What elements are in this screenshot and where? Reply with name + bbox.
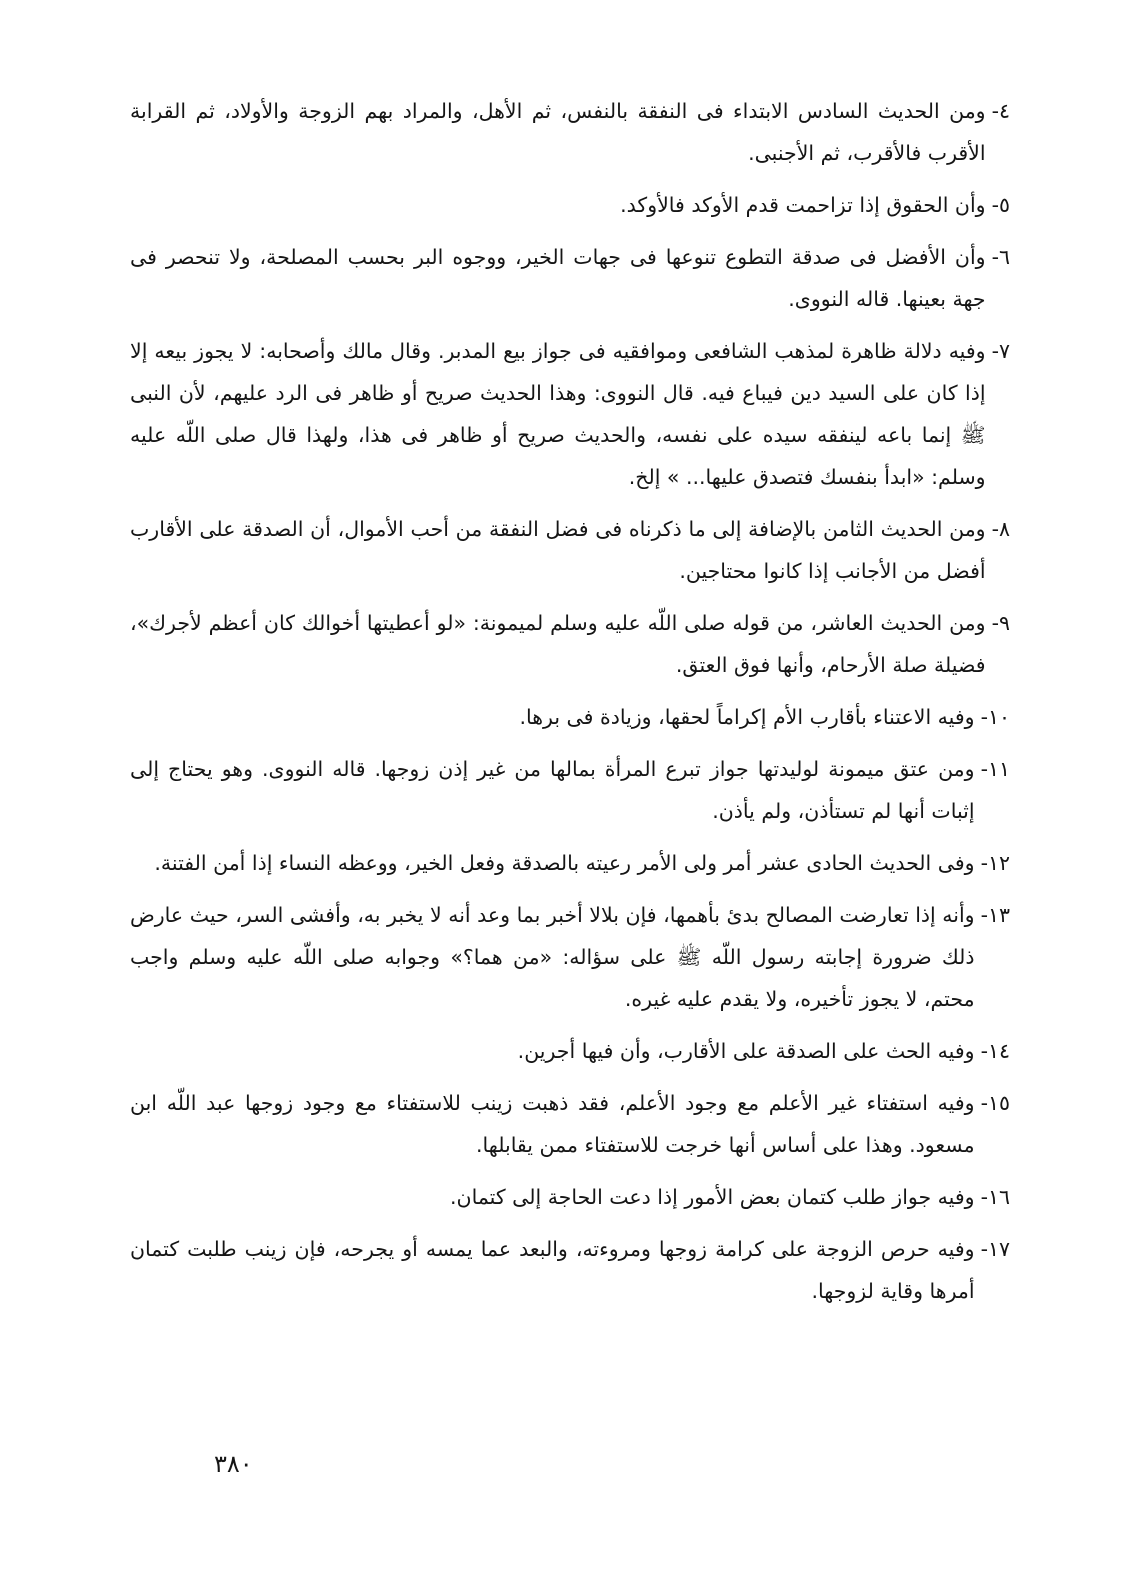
list-item: [130, 748, 1010, 832]
item-number: ٦-: [991, 245, 1010, 269]
item-text: وأنه إذا تعارضت المصالح بدئ بأهمها، فإن بلالا أخبر بما وعد أنه لا يخبر به، وأفشى السر، حيث عارض ذلك ضرورة إجابته رسول اللّه ﷺ على سؤاله: «من هما؟» وجوابه صلى اللّه عليه وسلم واجب محتم، لا يجوز تأخيره، ولا يقدم عليه غيره.: [130, 903, 975, 1011]
list-item: [130, 330, 1010, 498]
list-item: [130, 236, 1010, 320]
item-text: وفيه دلالة ظاهرة لمذهب الشافعى وموافقيه فى جواز بيع المدبر. وقال مالك وأصحابه: لا يجوز بيعه إلا إذا كان على السيد دين فيباع فيه. قال النووى: وهذا الحديث صريح أو ظاهر فى الرد عليهم، لأن النبى ﷺ إنما باعه لينفقه سيده على نفسه، والحديث صريح أو ظاهر فى هذا، ولهذا قال صلى اللّه عليه وسلم: «ابدأ بنفسك فتصدق عليها... » إلخ.: [130, 339, 986, 489]
item-text: وفيه حرص الزوجة على كرامة زوجها ومروءته، والبعد عما يمسه أو يجرحه، فإن زينب طلبت كتمان أمرها وقاية لزوجها.: [130, 1237, 975, 1303]
item-number: ١٤-: [980, 1039, 1010, 1063]
item-number: ٥-: [991, 193, 1010, 217]
item-text: ومن الحديث السادس الابتداء فى النفقة بالنفس، ثم الأهل، والمراد بهم الزوجة والأولاد، ثم القرابة الأقرب فالأقرب، ثم الأجنبى.: [130, 99, 986, 165]
list-item: [130, 1030, 1010, 1072]
list-item: [130, 508, 1010, 592]
item-text: ومن الحديث العاشر، من قوله صلى اللّه عليه وسلم لميمونة: «لو أعطيتها أخوالك كان أعظم لأجرك»، فضيلة صلة الأرحام، وأنها فوق العتق.: [130, 611, 986, 677]
item-number: ٩-: [991, 611, 1010, 635]
list-item: [130, 1082, 1010, 1166]
item-text: وفى الحديث الحادى عشر أمر ولى الأمر رعيته بالصدقة وفعل الخير، ووعظه النساء إذا أمن الفتنة.: [154, 851, 975, 875]
item-text: وأن الحقوق إذا تزاحمت قدم الأوكد فالأوكد.: [620, 193, 986, 217]
list-item: [130, 1228, 1010, 1312]
page-body: [130, 90, 1010, 1322]
list-item: [130, 894, 1010, 1020]
item-text: وفيه استفتاء غير الأعلم مع وجود الأعلم، فقد ذهبت زينب للاستفتاء مع وجود زوجها عبد اللّه ابن مسعود. وهذا على أساس أنها خرجت للاستفتاء ممن يقابلها.: [130, 1091, 975, 1157]
item-text: وفيه الاعتناء بأقارب الأم إكراماً لحقها، وزيادة فى برها.: [519, 705, 975, 729]
item-number: ١٣-: [980, 903, 1010, 927]
item-number: ٧-: [991, 339, 1010, 363]
item-text: وفيه الحث على الصدقة على الأقارب، وأن فيها أجرين.: [517, 1039, 975, 1063]
item-number: ٨-: [991, 517, 1010, 541]
item-number: ١٦-: [980, 1185, 1010, 1209]
list-item: [130, 90, 1010, 174]
page-number: ٣٨٠: [214, 1450, 253, 1478]
list-item: [130, 842, 1010, 884]
item-number: ١١-: [980, 757, 1010, 781]
item-number: ٤-: [991, 99, 1010, 123]
list-item: [130, 696, 1010, 738]
item-number: ١٢-: [980, 851, 1010, 875]
item-text: ومن عتق ميمونة لوليدتها جواز تبرع المرأة بمالها من غير إذن زوجها. قاله النووى. وهو يحتاج إلى إثبات أنها لم تستأذن، ولم يأذن.: [130, 757, 975, 823]
item-number: ١٠-: [980, 705, 1010, 729]
item-text: ومن الحديث الثامن بالإضافة إلى ما ذكرناه فى فضل النفقة من أحب الأموال، أن الصدقة على الأقارب أفضل من الأجانب إذا كانوا محتاجين.: [130, 517, 986, 583]
item-text: وأن الأفضل فى صدقة التطوع تنوعها فى جهات الخير، ووجوه البر بحسب المصلحة، ولا تنحصر فى جهة بعينها. قاله النووى.: [130, 245, 986, 311]
item-text: وفيه جواز طلب كتمان بعض الأمور إذا دعت الحاجة إلى كتمان.: [450, 1185, 975, 1209]
item-number: ١٧-: [980, 1237, 1010, 1261]
list-item: [130, 602, 1010, 686]
item-number: ١٥-: [980, 1091, 1010, 1115]
list-item: [130, 184, 1010, 226]
list-item: [130, 1176, 1010, 1218]
